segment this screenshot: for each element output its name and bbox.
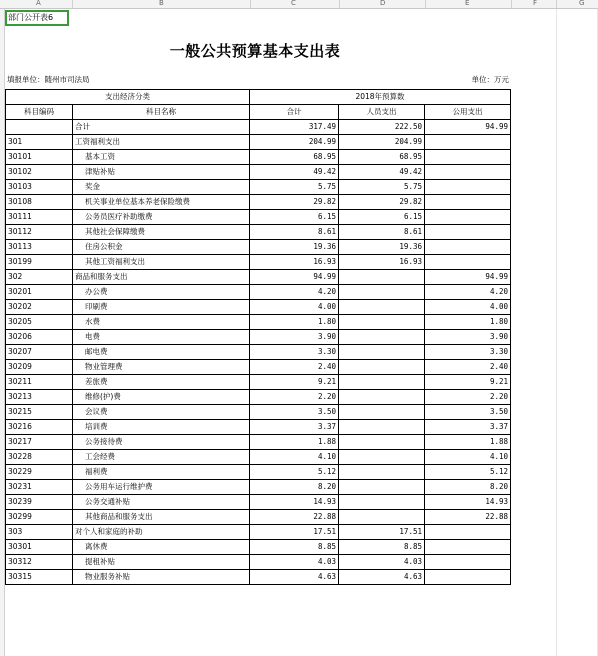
cell-name[interactable]: 基本工资 [73,150,250,165]
cell-public[interactable]: 4.20 [425,285,511,300]
cell-personnel[interactable]: 29.82 [339,195,425,210]
cell-personnel[interactable] [339,450,425,465]
cell-code[interactable]: 30216 [6,420,73,435]
header-budget-year[interactable]: 2018年预算数 [250,90,511,105]
header-personnel[interactable]: 人员支出 [339,105,425,120]
cell-personnel[interactable]: 4.63 [339,570,425,585]
cell-total[interactable]: 6.15 [250,210,339,225]
cell-total[interactable]: 5.75 [250,180,339,195]
cell-public[interactable] [425,525,511,540]
cell-personnel[interactable]: 49.42 [339,165,425,180]
cell-code[interactable]: 30239 [6,495,73,510]
table-row [6,240,511,255]
cell-code[interactable]: 30108 [6,195,73,210]
cell-name[interactable]: 工资福利支出 [73,135,250,150]
cell-public[interactable] [425,255,511,270]
cell-total[interactable]: 94.99 [250,270,339,285]
cell-code[interactable]: 30205 [6,315,73,330]
cell-name[interactable]: 培训费 [73,420,250,435]
cell-code[interactable]: 30215 [6,405,73,420]
header-name[interactable]: 科目名称 [73,105,250,120]
selected-cell-a1[interactable]: 部门公开表6 [5,10,69,26]
cell-personnel[interactable] [339,375,425,390]
cell-public[interactable]: 1.88 [425,435,511,450]
cell-total[interactable]: 9.21 [250,375,339,390]
cell-name[interactable]: 离休费 [73,540,250,555]
table-row [6,420,511,435]
currency-unit: 单位：万元 [471,75,509,84]
cell-total[interactable]: 68.95 [250,150,339,165]
cell-personnel[interactable] [339,330,425,345]
cell-public[interactable]: 4.10 [425,450,511,465]
cell-total[interactable]: 3.30 [250,345,339,360]
cell-code[interactable]: 30213 [6,390,73,405]
cell-total[interactable]: 1.80 [250,315,339,330]
gridline [556,9,557,656]
column-header-e[interactable]: E [465,0,470,7]
cell-code[interactable]: 301 [6,135,73,150]
header-total[interactable]: 合计 [250,105,339,120]
cell-code[interactable]: 303 [6,525,73,540]
cell-name[interactable]: 公务接待费 [73,435,250,450]
cell-public[interactable] [425,165,511,180]
header-public[interactable]: 公用支出 [425,105,511,120]
cell-personnel[interactable] [339,270,425,285]
cell-personnel[interactable] [339,345,425,360]
cell-public[interactable] [425,240,511,255]
cell-personnel[interactable] [339,435,425,450]
cell-code[interactable]: 30111 [6,210,73,225]
cell-personnel[interactable] [339,420,425,435]
cell-personnel[interactable] [339,315,425,330]
cell-total[interactable]: 4.63 [250,570,339,585]
cell-public[interactable] [425,555,511,570]
cell-name[interactable]: 住房公积金 [73,240,250,255]
cell-personnel[interactable] [339,495,425,510]
table-row [6,465,511,480]
cell-code[interactable]: 30315 [6,570,73,585]
table-row [6,570,511,585]
cell-name[interactable]: 印刷费 [73,300,250,315]
cell-code[interactable]: 30228 [6,450,73,465]
cell-total[interactable]: 2.40 [250,360,339,375]
cell-personnel[interactable]: 204.99 [339,135,425,150]
cell-public[interactable] [425,540,511,555]
cell-name[interactable]: 津贴补贴 [73,165,250,180]
cell-code[interactable]: 30301 [6,540,73,555]
cell-name[interactable]: 物业管理费 [73,360,250,375]
cell-total[interactable]: 4.00 [250,300,339,315]
cell-public[interactable]: 5.12 [425,465,511,480]
cell-code[interactable]: 30211 [6,375,73,390]
column-header-b[interactable]: B [159,0,164,7]
cell-name[interactable]: 物业服务补贴 [73,570,250,585]
header-econ-class[interactable]: 支出经济分类 [6,90,250,105]
cell-total[interactable]: 22.88 [250,510,339,525]
table-row [6,360,511,375]
cell-public[interactable]: 2.40 [425,360,511,375]
cell-public[interactable]: 3.37 [425,420,511,435]
cell-public[interactable] [425,135,511,150]
table-row [6,315,511,330]
table-row [6,195,511,210]
cell-total[interactable]: 29.82 [250,195,339,210]
cell-code[interactable]: 30113 [6,240,73,255]
cell-total[interactable]: 5.12 [250,465,339,480]
cell-personnel[interactable]: 4.03 [339,555,425,570]
cell-total[interactable]: 317.49 [250,120,339,135]
cell-code[interactable]: 30199 [6,255,73,270]
cell-code[interactable]: 30209 [6,360,73,375]
table-row [6,375,511,390]
cell-total[interactable]: 4.10 [250,450,339,465]
cell-personnel[interactable]: 16.93 [339,255,425,270]
cell-total[interactable]: 8.85 [250,540,339,555]
cell-public[interactable]: 14.93 [425,495,511,510]
table-body [6,120,511,585]
cell-code[interactable]: 30112 [6,225,73,240]
cell-total[interactable]: 49.42 [250,165,339,180]
cell-name[interactable]: 提租补贴 [73,555,250,570]
cell-name[interactable]: 会议费 [73,405,250,420]
cell-name[interactable]: 其他商品和服务支出 [73,510,250,525]
table-row [6,480,511,495]
cell-total[interactable]: 3.37 [250,420,339,435]
cell-public[interactable]: 8.20 [425,480,511,495]
cell-code[interactable]: 30201 [6,285,73,300]
cell-public[interactable] [425,570,511,585]
table-row [6,540,511,555]
table-row [6,345,511,360]
table-row [6,525,511,540]
cell-personnel[interactable] [339,390,425,405]
cell-name[interactable]: 电费 [73,330,250,345]
cell-total[interactable]: 3.90 [250,330,339,345]
cell-name[interactable]: 福利费 [73,465,250,480]
table-row [6,225,511,240]
column-header-a[interactable]: A [36,0,41,7]
cell-total[interactable]: 17.51 [250,525,339,540]
cell-public[interactable] [425,195,511,210]
table-row [6,555,511,570]
table-row [6,450,511,465]
cell-name[interactable]: 公务交通补贴 [73,495,250,510]
cell-name[interactable]: 差旅费 [73,375,250,390]
cell-code[interactable]: 30101 [6,150,73,165]
cell-public[interactable] [425,180,511,195]
cell-personnel[interactable]: 68.95 [339,150,425,165]
column-header-f[interactable]: F [533,0,538,7]
table-row [6,330,511,345]
cell-personnel[interactable] [339,405,425,420]
cell-personnel[interactable] [339,285,425,300]
cell-public[interactable] [425,225,511,240]
cell-name[interactable]: 商品和服务支出 [73,270,250,285]
cell-name[interactable]: 机关事业单位基本养老保险缴费 [73,195,250,210]
cell-code[interactable] [6,120,73,135]
cell-public[interactable]: 4.00 [425,300,511,315]
column-header-d[interactable]: D [380,0,386,7]
cell-code[interactable]: 30202 [6,300,73,315]
cell-total[interactable]: 4.20 [250,285,339,300]
cell-personnel[interactable]: 6.15 [339,210,425,225]
header-code[interactable]: 科目编码 [6,105,73,120]
table-row [6,165,511,180]
cell-name[interactable]: 维修(护)费 [73,390,250,405]
column-header-g[interactable]: G [579,0,585,7]
cell-total[interactable]: 4.03 [250,555,339,570]
table-row [6,285,511,300]
cell-total[interactable]: 8.61 [250,225,339,240]
cell-name[interactable]: 公务员医疗补助缴费 [73,210,250,225]
table-row [6,135,511,150]
cell-personnel[interactable]: 19.36 [339,240,425,255]
cell-public[interactable]: 22.88 [425,510,511,525]
cell-total[interactable]: 3.50 [250,405,339,420]
table-row [6,255,511,270]
table-row [6,495,511,510]
cell-code[interactable]: 30231 [6,480,73,495]
cell-personnel[interactable]: 8.61 [339,225,425,240]
cell-name[interactable]: 公务用车运行维护费 [73,480,250,495]
cell-personnel[interactable]: 8.85 [339,540,425,555]
cell-public[interactable]: 9.21 [425,375,511,390]
report-title: 一般公共预算基本支出表 [169,42,341,60]
cell-name[interactable]: 办公费 [73,285,250,300]
cell-public[interactable]: 1.80 [425,315,511,330]
cell-code[interactable]: 30229 [6,465,73,480]
cell-code[interactable]: 30217 [6,435,73,450]
cell-name[interactable]: 奖金 [73,180,250,195]
cell-public[interactable]: 2.20 [425,390,511,405]
reporting-unit: 填报单位：随州市司法局 [7,75,90,84]
cell-personnel[interactable]: 222.50 [339,120,425,135]
cell-total[interactable]: 8.20 [250,480,339,495]
table-row [6,435,511,450]
cell-name[interactable]: 合计 [73,120,250,135]
table-row [6,180,511,195]
cell-code[interactable]: 30103 [6,180,73,195]
cell-name[interactable]: 其他工资福利支出 [73,255,250,270]
cell-public[interactable]: 3.30 [425,345,511,360]
cell-public[interactable] [425,210,511,225]
budget-table [5,89,511,585]
cell-total[interactable]: 19.36 [250,240,339,255]
cell-personnel[interactable] [339,510,425,525]
cell-name[interactable]: 工会经费 [73,450,250,465]
cell-total[interactable]: 204.99 [250,135,339,150]
cell-personnel[interactable]: 17.51 [339,525,425,540]
cell-personnel[interactable]: 5.75 [339,180,425,195]
cell-personnel[interactable] [339,300,425,315]
cell-total[interactable]: 16.93 [250,255,339,270]
cell-personnel[interactable] [339,480,425,495]
cell-personnel[interactable] [339,360,425,375]
cell-code[interactable]: 30312 [6,555,73,570]
cell-public[interactable] [425,150,511,165]
cell-code[interactable]: 30102 [6,165,73,180]
table-row [6,510,511,525]
cell-public[interactable]: 94.99 [425,120,511,135]
cell-name[interactable]: 其他社会保障缴费 [73,225,250,240]
table-row [6,300,511,315]
cell-public[interactable]: 3.90 [425,330,511,345]
cell-code[interactable]: 302 [6,270,73,285]
cell-name[interactable]: 水费 [73,315,250,330]
cell-public[interactable]: 3.50 [425,405,511,420]
table-row [6,390,511,405]
cell-name[interactable]: 对个人和家庭的补助 [73,525,250,540]
cell-code[interactable]: 30207 [6,345,73,360]
table-row [6,405,511,420]
cell-total[interactable]: 2.20 [250,390,339,405]
column-header-c[interactable]: C [291,0,296,7]
table-row [6,210,511,225]
cell-total[interactable]: 14.93 [250,495,339,510]
cell-code[interactable]: 30206 [6,330,73,345]
column-header-bar [0,0,598,9]
cell-code[interactable]: 30299 [6,510,73,525]
table-row [6,270,511,285]
cell-personnel[interactable] [339,465,425,480]
cell-total[interactable]: 1.88 [250,435,339,450]
cell-public[interactable]: 94.99 [425,270,511,285]
table-row [6,120,511,135]
cell-name[interactable]: 邮电费 [73,345,250,360]
table-row [6,150,511,165]
